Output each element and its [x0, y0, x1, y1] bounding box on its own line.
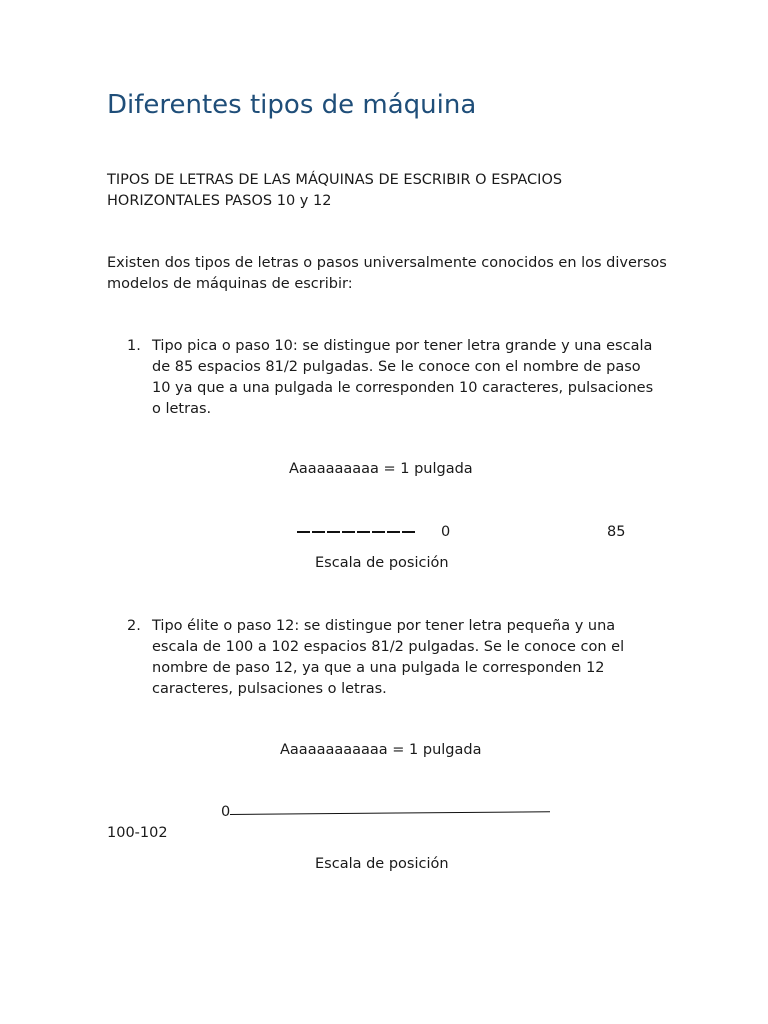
- list-text: Tipo élite o paso 12: se distingue por tener letra pequeña y una escala de 100 a 102 espacios 81/2 pulgadas. Se le conoce con el nombre de paso 12, ya que a una pulgada le corresponden 12 caracteres, pulsaciones o letras.: [152, 618, 625, 697]
- list-number: 2.: [127, 618, 141, 634]
- intro-paragraph: Existen dos tipos de letras o pasos universalmente conocidos en los diversos modelos de máquinas de escribir:: [107, 255, 667, 292]
- sample-line-elite: Aaaaaaaaaaaa = 1 pulgada: [280, 742, 482, 758]
- scale-caption-elite: Escala de posición: [315, 856, 449, 872]
- scale-start-elite: 0: [221, 804, 231, 820]
- page-title: Diferentes tipos de máquina: [107, 90, 477, 120]
- scale-caption-pica: Escala de posición: [315, 555, 449, 571]
- list-number: 1.: [127, 338, 141, 354]
- scale-end-elite: 100-102: [107, 825, 168, 841]
- sample-line-pica: Aaaaaaaaaa = 1 pulgada: [289, 461, 473, 477]
- section-heading: TIPOS DE LETRAS DE LAS MÁQUINAS DE ESCRIBIR O ESPACIOS HORIZONTALES PASOS 10 y 12: [107, 172, 563, 209]
- scale-end-pica: 85: [607, 524, 626, 540]
- scale-line-icon: [230, 811, 550, 815]
- list-text: Tipo pica o paso 10: se distingue por tener letra grande y una escala de 85 espacios 81/2 pulgadas. Se le conoce con el nombre de paso 10 ya que a una pulgada le corresponden 10 caracteres, pulsaciones o letras.: [152, 338, 654, 417]
- scale-start-pica: 0: [441, 524, 451, 540]
- dashed-scale-icon: [297, 531, 417, 533]
